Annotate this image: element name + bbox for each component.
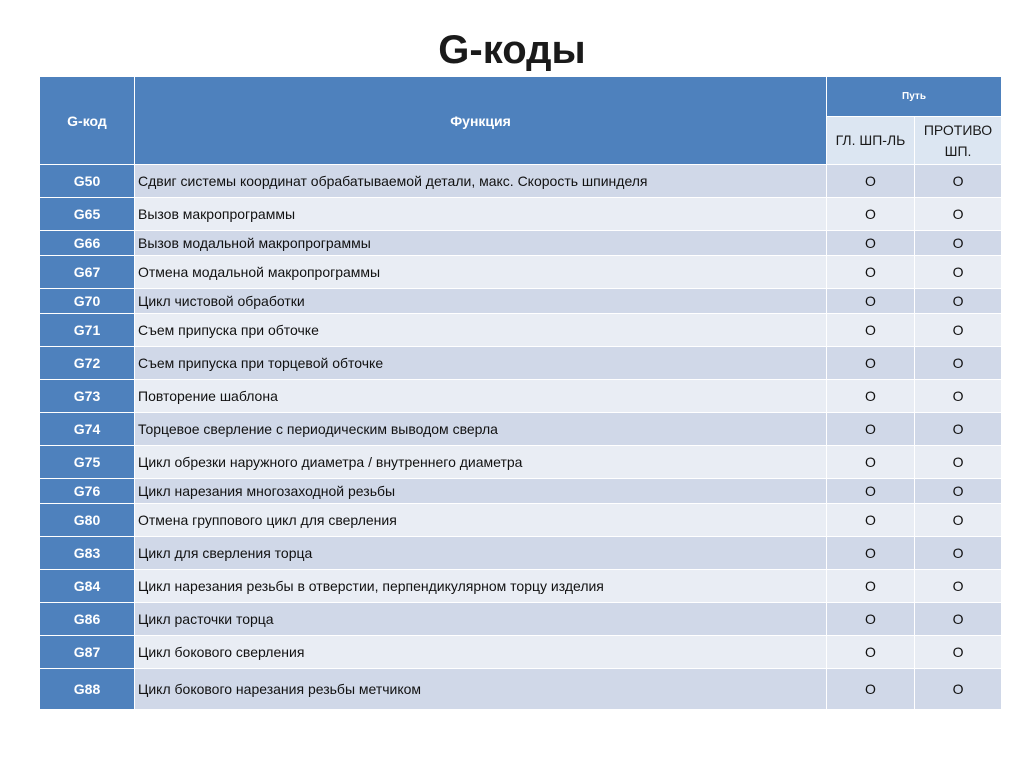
counter-spindle-cell: O xyxy=(915,198,1002,231)
code-cell: G73 xyxy=(40,380,135,413)
table-row xyxy=(40,413,1002,446)
main-spindle-cell: O xyxy=(827,537,915,570)
table-row xyxy=(40,347,1002,380)
function-cell: Цикл бокового сверления xyxy=(135,636,827,669)
counter-spindle-cell: O xyxy=(915,231,1002,256)
counter-spindle-cell: O xyxy=(915,380,1002,413)
code-cell: G71 xyxy=(40,314,135,347)
counter-spindle-cell: O xyxy=(915,165,1002,198)
main-spindle-cell: O xyxy=(827,603,915,636)
counter-spindle-cell: O xyxy=(915,504,1002,537)
code-cell: G67 xyxy=(40,256,135,289)
code-cell: G72 xyxy=(40,347,135,380)
table-row xyxy=(40,198,1002,231)
function-cell: Отмена модальной макропрограммы xyxy=(135,256,827,289)
code-cell: G75 xyxy=(40,446,135,479)
header-path: Путь xyxy=(827,77,1002,117)
main-spindle-cell: O xyxy=(827,570,915,603)
code-cell: G66 xyxy=(40,231,135,256)
table-row xyxy=(40,537,1002,570)
counter-spindle-cell: O xyxy=(915,347,1002,380)
function-cell: Цикл обрезки наружного диаметра / внутреннего диаметра xyxy=(135,446,827,479)
code-cell: G50 xyxy=(40,165,135,198)
header-function: Функция xyxy=(135,77,827,165)
function-cell: Отмена группового цикл для сверления xyxy=(135,504,827,537)
counter-spindle-cell: O xyxy=(915,537,1002,570)
table-row xyxy=(40,636,1002,669)
function-cell: Съем припуска при торцевой обточке xyxy=(135,347,827,380)
function-cell: Повторение шаблона xyxy=(135,380,827,413)
main-spindle-cell: O xyxy=(827,198,915,231)
main-spindle-cell: O xyxy=(827,413,915,446)
table-row xyxy=(40,570,1002,603)
main-spindle-cell: O xyxy=(827,504,915,537)
counter-spindle-cell: O xyxy=(915,446,1002,479)
table-row xyxy=(40,603,1002,636)
main-spindle-cell: O xyxy=(827,289,915,314)
code-cell: G65 xyxy=(40,198,135,231)
table-row xyxy=(40,256,1002,289)
table-row xyxy=(40,446,1002,479)
table-row xyxy=(40,504,1002,537)
function-cell: Цикл бокового нарезания резьбы метчиком xyxy=(135,669,827,710)
function-cell: Торцевое сверление с периодическим выводом сверла xyxy=(135,413,827,446)
function-cell: Цикл нарезания резьбы в отверстии, перпендикулярном торцу изделия xyxy=(135,570,827,603)
table-row xyxy=(40,165,1002,198)
code-cell: G87 xyxy=(40,636,135,669)
main-spindle-cell: O xyxy=(827,314,915,347)
function-cell: Съем припуска при обточке xyxy=(135,314,827,347)
function-cell: Вызов макропрограммы xyxy=(135,198,827,231)
code-cell: G80 xyxy=(40,504,135,537)
table-row xyxy=(40,479,1002,504)
function-cell: Сдвиг системы координат обрабатываемой детали, макс. Скорость шпинделя xyxy=(135,165,827,198)
table-row xyxy=(40,314,1002,347)
function-cell: Вызов модальной макропрограммы xyxy=(135,231,827,256)
header-counter-spindle: ПРОТИВО ШП. xyxy=(915,117,1002,165)
counter-spindle-cell: O xyxy=(915,314,1002,347)
main-spindle-cell: O xyxy=(827,446,915,479)
main-spindle-cell: O xyxy=(827,347,915,380)
counter-spindle-cell: O xyxy=(915,669,1002,710)
main-spindle-cell: O xyxy=(827,256,915,289)
counter-spindle-cell: O xyxy=(915,479,1002,504)
header-main-spindle: ГЛ. ШП-ЛЬ xyxy=(827,117,915,165)
code-cell: G74 xyxy=(40,413,135,446)
main-spindle-cell: O xyxy=(827,380,915,413)
function-cell: Цикл расточки торца xyxy=(135,603,827,636)
table-row xyxy=(40,669,1002,710)
code-cell: G70 xyxy=(40,289,135,314)
g-codes-table xyxy=(39,76,1002,710)
header-code: G-код xyxy=(40,77,135,165)
table-row xyxy=(40,289,1002,314)
main-spindle-cell: O xyxy=(827,479,915,504)
counter-spindle-cell: O xyxy=(915,603,1002,636)
function-cell: Цикл нарезания многозаходной резьбы xyxy=(135,479,827,504)
main-spindle-cell: O xyxy=(827,231,915,256)
code-cell: G84 xyxy=(40,570,135,603)
page-title: G-коды xyxy=(438,28,586,72)
table-row xyxy=(40,380,1002,413)
counter-spindle-cell: O xyxy=(915,256,1002,289)
main-spindle-cell: O xyxy=(827,165,915,198)
counter-spindle-cell: O xyxy=(915,289,1002,314)
code-cell: G86 xyxy=(40,603,135,636)
code-cell: G83 xyxy=(40,537,135,570)
counter-spindle-cell: O xyxy=(915,636,1002,669)
main-spindle-cell: O xyxy=(827,669,915,710)
function-cell: Цикл для сверления торца xyxy=(135,537,827,570)
main-spindle-cell: O xyxy=(827,636,915,669)
code-cell: G76 xyxy=(40,479,135,504)
table-row xyxy=(40,231,1002,256)
code-cell: G88 xyxy=(40,669,135,710)
function-cell: Цикл чистовой обработки xyxy=(135,289,827,314)
counter-spindle-cell: O xyxy=(915,413,1002,446)
counter-spindle-cell: O xyxy=(915,570,1002,603)
